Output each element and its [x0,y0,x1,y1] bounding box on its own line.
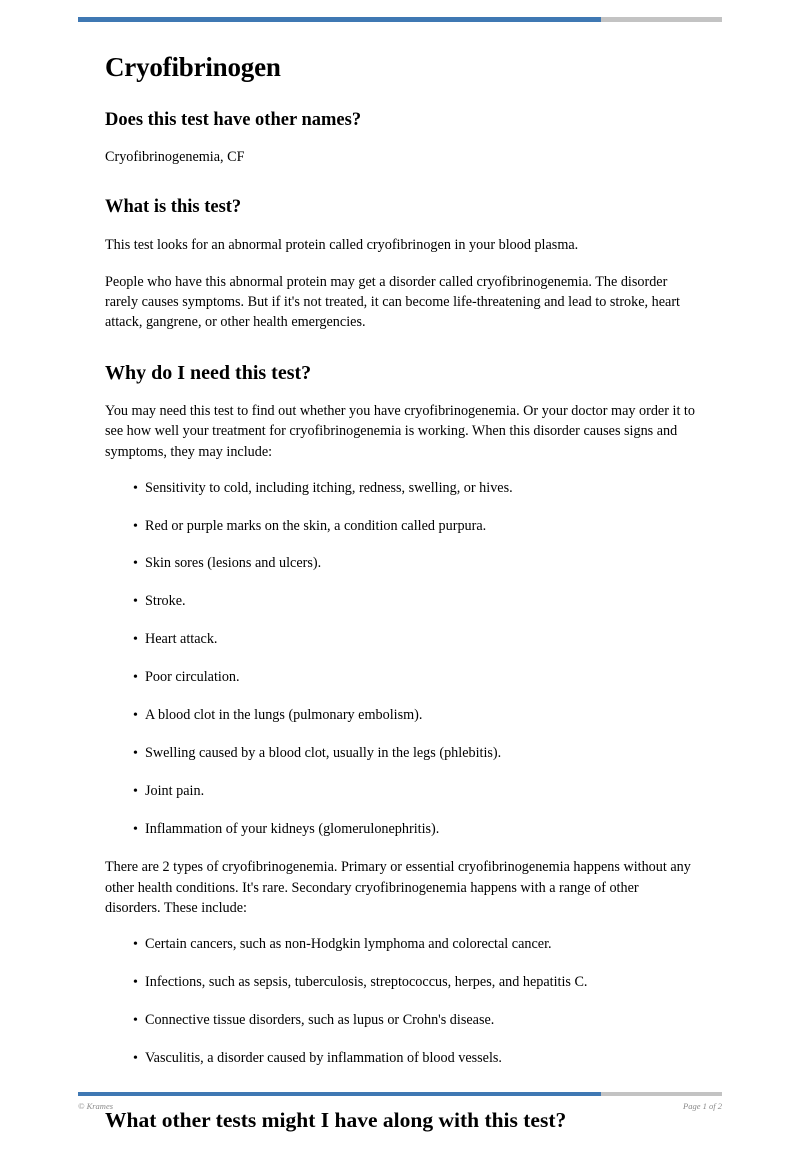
section-heading-other-names: Does this test have other names? [105,110,362,131]
section-heading-what-is-this-test: What is this test? [105,197,242,218]
section-heading-other-tests: What other tests might I have along with this test? [105,1108,567,1133]
other-names-text: Cryofibrinogenemia, CF [105,149,245,166]
list-item [105,973,695,993]
list-item-label: Sensitivity to cold, including itching, redness, swelling, or hives. [145,479,513,496]
bullet-icon: • [133,745,138,761]
bullet-icon: • [133,632,138,648]
list-item-label: Certain cancers, such as non-Hodgkin lymphoma and colorectal cancer. [145,935,552,952]
footer-rule [78,1092,722,1096]
section-heading-why-do-i-need-this-test: Why do I need this test? [105,362,312,385]
list-item-label: Poor circulation. [145,669,240,686]
list-item-label: Connective tissue disorders, such as lupus or Crohn's disease. [145,1011,495,1028]
list-item-label: Infections, such as sepsis, tuberculosis, streptococcus, herpes, and hepatitis C. [145,973,588,990]
list-item [105,668,695,688]
bullet-icon: • [133,821,138,837]
footer-page-number: Page 1 of 2 [683,1101,722,1111]
list-item [105,479,695,499]
list-item [105,592,695,612]
disorders-list [105,935,695,1069]
spacer [105,349,695,361]
header-rule [78,17,722,22]
page-title: Cryofibrinogen [105,52,281,82]
bullet-icon: • [133,480,138,496]
list-item [105,782,695,802]
what-is-this-test-paragraph-1: This test looks for an abnormal protein called cryofibrinogen in your blood plasma. [105,236,579,253]
list-item-label: Swelling caused by a blood clot, usually in the legs (phlebitis). [145,744,502,761]
list-item-label: Stroke. [145,593,186,610]
bullet-icon: • [133,1050,138,1066]
types-paragraph: There are 2 types of cryofibrinogenemia. Primary or essential cryofibrinogenemia happens without any other health conditions. It's rare. Secondary cryofibrinogenemia happens with a range of other disorders. These include: [105,859,691,916]
list-item [105,554,695,574]
list-item [105,935,695,955]
bullet-icon: • [133,783,138,799]
bullet-icon: • [133,518,138,534]
bullet-icon: • [133,974,138,990]
list-item [105,630,695,650]
bullet-icon: • [133,936,138,952]
list-item [105,517,695,537]
page-footer [78,1101,722,1111]
list-item-label: A blood clot in the lungs (pulmonary embolism). [145,706,423,723]
list-item-label: Red or purple marks on the skin, a condition called purpura. [145,517,487,534]
list-item-label: Skin sores (lesions and ulcers). [145,555,322,572]
bullet-icon: • [133,1012,138,1028]
list-item-label: Vasculitis, a disorder caused by inflammation of blood vessels. [145,1049,502,1066]
list-item [105,744,695,764]
list-item [105,1049,695,1069]
header-rule-gray-segment [601,17,722,22]
list-item-label: Inflammation of your kidneys (glomerulonephritis). [145,820,440,837]
header-rule-blue-segment [78,17,601,22]
what-is-this-test-paragraph-2: People who have this abnormal protein may get a disorder called cryofibrinogenemia. The disorder rarely causes symptoms. But if it's not treated, it can become life-threatening and lead to stroke, heart attack, gangrene, or other health emergencies. [105,273,680,331]
footer-rule-blue-segment [78,1092,601,1096]
list-item-label: Heart attack. [145,631,218,648]
symptom-list [105,479,695,840]
list-item [105,706,695,726]
bullet-icon: • [133,556,138,572]
document-content [105,52,695,1150]
list-item [105,1011,695,1031]
bullet-icon: • [133,594,138,610]
footer-copyright: © Krames [78,1101,114,1111]
spacer [105,184,695,196]
list-item [105,820,695,840]
list-item-label: Joint pain. [145,782,205,799]
why-do-i-need-this-test-paragraph: You may need this test to find out whether you have cryofibrinogenemia. Or your doctor may order it to see how well your treatment for cryofibrinogenemia is working. When this disorder causes signs and symptoms, they may include: [105,403,695,460]
footer-rule-gray-segment [601,1092,722,1096]
bullet-icon: • [133,670,138,686]
bullet-icon: • [133,707,138,723]
